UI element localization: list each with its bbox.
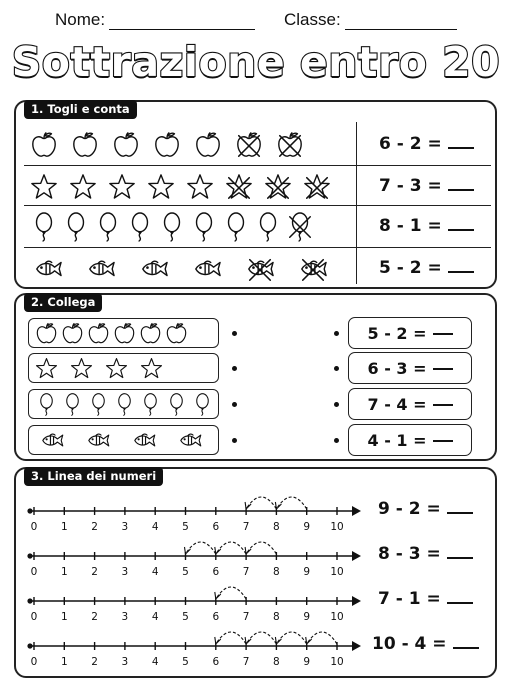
object-group <box>30 124 304 165</box>
equation <box>372 634 479 654</box>
match-dot-left[interactable] <box>232 331 237 336</box>
number-line-tick-label: 10 <box>330 566 344 578</box>
balloon-icon <box>286 211 314 243</box>
number-line-arrowhead <box>352 551 361 561</box>
equation-text: 4 - 1 = <box>367 430 427 450</box>
number-line <box>24 626 369 668</box>
star-icon <box>186 173 214 201</box>
balloon-icon <box>35 393 58 416</box>
section-2-title: 2. Collega <box>24 293 102 312</box>
number-line-tick-label: 6 <box>212 611 220 623</box>
number-line-tick-label: 8 <box>273 656 280 668</box>
equation-text: 6 - 3 = <box>367 358 427 378</box>
number-line-tick-label: 3 <box>121 611 129 623</box>
balloon-icon <box>222 211 250 243</box>
class-blank[interactable] <box>345 13 457 30</box>
take-away-row <box>24 165 491 206</box>
number-line-tick-label: 5 <box>182 566 189 578</box>
equation <box>379 176 474 196</box>
number-line-tick-label: 6 <box>212 521 220 533</box>
equation-text: 9 - 2 = <box>378 499 441 519</box>
balloon-icon <box>254 211 282 243</box>
number-line-tick-label: 3 <box>121 656 129 668</box>
equation <box>378 589 473 609</box>
number-line-tick-label: 7 <box>242 656 250 668</box>
jump-arc <box>246 632 276 644</box>
number-line-tick-label: 8 <box>273 611 280 623</box>
jump-arc <box>307 632 337 644</box>
answer-blank[interactable] <box>447 510 473 514</box>
jump-arc <box>216 542 246 554</box>
answer-blank[interactable] <box>447 600 473 604</box>
number-line <box>24 581 369 623</box>
fish-icon <box>242 255 278 283</box>
match-dot-right[interactable] <box>334 366 339 371</box>
number-line-tick-label: 3 <box>121 566 129 578</box>
fish-icon <box>189 255 225 283</box>
match-dot-right[interactable] <box>334 438 339 443</box>
equation <box>378 499 473 519</box>
equation-text: 5 - 2 = <box>379 258 442 278</box>
fish-icon <box>295 255 331 283</box>
number-line-tick-label: 2 <box>91 611 98 623</box>
equation-card[interactable] <box>348 388 472 420</box>
take-away-row <box>24 247 491 288</box>
star-icon <box>264 173 292 201</box>
fish-icon <box>173 429 207 452</box>
number-line-tick-label: 10 <box>330 611 344 623</box>
match-dot-left[interactable] <box>232 438 237 443</box>
number-line-tick-label: 8 <box>273 566 280 578</box>
picture-card[interactable] <box>28 425 219 455</box>
answer-blank[interactable] <box>447 555 473 559</box>
jump-arc <box>216 632 246 644</box>
jump-arc <box>276 632 306 644</box>
apple-icon <box>30 131 58 159</box>
number-line-tick-label: 2 <box>91 566 98 578</box>
jump-arc <box>246 497 276 509</box>
balloon-icon <box>139 393 162 416</box>
take-away-row <box>24 124 491 164</box>
picture-card[interactable] <box>28 389 219 419</box>
answer-blank[interactable] <box>433 402 453 406</box>
number-line-tick-label: 1 <box>60 656 68 668</box>
page-title: Sottrazione entro 20 <box>11 38 501 86</box>
apple-icon <box>112 131 140 159</box>
balloon-icon <box>94 211 122 243</box>
number-line-tick-label: 5 <box>182 656 189 668</box>
number-line-tick-label: 7 <box>242 611 250 623</box>
number-line-tick-label: 1 <box>60 566 68 578</box>
equation-text: 10 - 4 = <box>372 634 447 654</box>
apple-icon <box>35 322 58 345</box>
class-field[interactable] <box>284 10 457 30</box>
answer-blank[interactable] <box>453 645 479 649</box>
apple-icon <box>153 131 181 159</box>
number-line-tick-label: 8 <box>273 521 280 533</box>
number-line-tick-label: 4 <box>151 566 159 578</box>
equation-text: 7 - 1 = <box>378 589 441 609</box>
picture-card[interactable] <box>28 353 219 383</box>
balloon-icon <box>30 211 58 243</box>
number-line <box>24 491 369 533</box>
equation-card[interactable] <box>348 352 472 384</box>
star-icon <box>225 173 253 201</box>
star-icon <box>108 173 136 201</box>
answer-blank[interactable] <box>433 438 453 442</box>
apple-icon <box>165 322 188 345</box>
equation <box>379 134 474 154</box>
number-line-arrowhead <box>352 641 361 651</box>
star-icon <box>147 173 175 201</box>
balloon-icon <box>158 211 186 243</box>
number-line-tick-label: 3 <box>121 521 129 533</box>
equation <box>379 216 474 236</box>
fish-icon <box>83 255 119 283</box>
jump-arc <box>276 497 306 509</box>
star-icon <box>35 357 58 380</box>
object-group <box>30 206 314 247</box>
equation-text: 8 - 1 = <box>379 216 442 236</box>
fish-icon <box>127 429 161 452</box>
star-icon <box>69 173 97 201</box>
section-match <box>14 293 497 461</box>
fish-icon <box>81 429 115 452</box>
number-line-tick-label: 0 <box>30 521 38 533</box>
number-line-tick-label: 7 <box>242 521 250 533</box>
section-take-away-and-count <box>14 100 497 289</box>
equation-text: 7 - 4 = <box>367 394 427 414</box>
match-dot-right[interactable] <box>334 402 339 407</box>
equation-text: 5 - 2 = <box>367 323 427 343</box>
match-dot-left[interactable] <box>232 402 237 407</box>
answer-blank[interactable] <box>448 187 474 191</box>
class-label: Classe: <box>284 10 341 29</box>
balloon-icon <box>62 211 90 243</box>
number-line-tick-label: 2 <box>91 521 98 533</box>
number-line-arrowhead <box>352 596 361 606</box>
number-line-tick-label: 10 <box>330 656 344 668</box>
match-dot-left[interactable] <box>232 366 237 371</box>
jump-arc <box>186 542 216 554</box>
answer-blank[interactable] <box>448 145 474 149</box>
number-line-start-dot <box>27 508 32 513</box>
balloon-icon <box>190 211 218 243</box>
number-line-start-dot <box>27 553 32 558</box>
answer-blank[interactable] <box>433 366 453 370</box>
star-icon <box>30 173 58 201</box>
equation-text: 8 - 3 = <box>378 544 441 564</box>
apple-icon <box>87 322 110 345</box>
number-line <box>24 536 369 578</box>
take-away-row <box>24 205 491 246</box>
balloon-icon <box>87 393 110 416</box>
number-line-tick-label: 7 <box>242 566 250 578</box>
star-icon <box>303 173 331 201</box>
number-line-tick-label: 9 <box>303 566 311 578</box>
number-line-tick-label: 1 <box>60 521 68 533</box>
apple-icon <box>235 131 263 159</box>
equation-text: 6 - 2 = <box>379 134 442 154</box>
number-line-tick-label: 6 <box>212 656 220 668</box>
fish-icon <box>35 429 69 452</box>
apple-icon <box>113 322 136 345</box>
apple-icon <box>139 322 162 345</box>
number-line-arrowhead <box>352 506 361 516</box>
apple-icon <box>71 131 99 159</box>
number-line-tick-label: 5 <box>182 611 189 623</box>
balloon-icon <box>126 211 154 243</box>
number-line-tick-label: 9 <box>303 521 311 533</box>
apple-icon <box>61 322 84 345</box>
name-label: Nome: <box>55 10 106 29</box>
fish-icon <box>30 255 66 283</box>
apple-icon <box>194 131 222 159</box>
balloon-icon <box>113 393 136 416</box>
object-group <box>30 166 331 207</box>
number-line-tick-label: 9 <box>303 611 311 623</box>
star-icon <box>70 357 93 380</box>
answer-blank[interactable] <box>448 227 474 231</box>
equation <box>378 544 473 564</box>
picture-card[interactable] <box>28 318 219 348</box>
equation <box>379 258 474 278</box>
number-line-tick-label: 9 <box>303 656 311 668</box>
star-icon <box>140 357 163 380</box>
equation-text: 7 - 3 = <box>379 176 442 196</box>
equation-card[interactable] <box>348 424 472 456</box>
name-field[interactable] <box>55 10 255 30</box>
number-line-tick-label: 0 <box>30 566 38 578</box>
number-line-tick-label: 4 <box>151 611 159 623</box>
number-line-tick-label: 2 <box>91 656 98 668</box>
balloon-icon <box>61 393 84 416</box>
number-line-tick-label: 10 <box>330 521 344 533</box>
number-line-tick-label: 1 <box>60 611 68 623</box>
section-1-title: 1. Togli e conta <box>24 100 137 119</box>
equation-card[interactable] <box>348 317 472 349</box>
name-blank[interactable] <box>109 13 255 30</box>
apple-icon <box>276 131 304 159</box>
match-dot-right[interactable] <box>334 331 339 336</box>
jump-arc <box>246 542 276 554</box>
fish-icon <box>136 255 172 283</box>
number-line-tick-label: 5 <box>182 521 189 533</box>
number-line-tick-label: 4 <box>151 656 159 668</box>
object-group <box>30 248 331 289</box>
number-line-tick-label: 0 <box>30 656 38 668</box>
number-line-start-dot <box>27 643 32 648</box>
answer-blank[interactable] <box>433 331 453 335</box>
answer-blank[interactable] <box>448 269 474 273</box>
number-line-start-dot <box>27 598 32 603</box>
number-line-tick-label: 6 <box>212 566 220 578</box>
balloon-icon <box>165 393 188 416</box>
section-number-line <box>14 467 497 678</box>
jump-arc <box>216 587 246 599</box>
number-line-tick-label: 0 <box>30 611 38 623</box>
star-icon <box>105 357 128 380</box>
balloon-icon <box>191 393 214 416</box>
section-3-title: 3. Linea dei numeri <box>24 467 163 486</box>
number-line-tick-label: 4 <box>151 521 159 533</box>
